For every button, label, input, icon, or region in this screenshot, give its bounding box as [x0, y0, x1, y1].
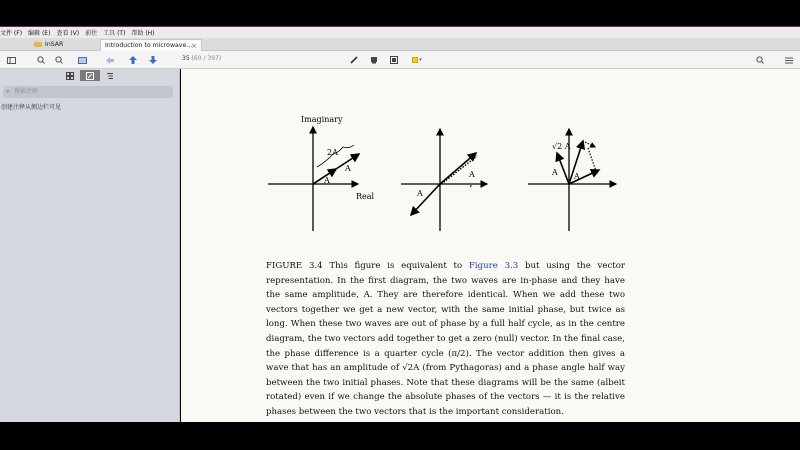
- menu-edit[interactable]: 编辑 (E): [28, 30, 51, 37]
- folder-icon: [34, 42, 42, 47]
- menu-help[interactable]: 帮助 (H): [131, 30, 155, 37]
- diagram-in-phase: [268, 115, 375, 231]
- tab-bar: [0, 38, 800, 51]
- label-a: A: [552, 168, 558, 177]
- figure-link[interactable]: Figure 3.3: [468, 261, 519, 271]
- label-2a: 2A: [327, 148, 338, 157]
- menu-icon[interactable]: [782, 54, 796, 66]
- label-a: A: [574, 172, 580, 181]
- diagram-out-of-phase: [401, 129, 487, 231]
- label-a: A: [345, 164, 351, 173]
- mouse-cursor: [470, 182, 472, 188]
- fit-width-icon[interactable]: [75, 54, 89, 66]
- stamp-icon[interactable]: [367, 54, 381, 66]
- zoom-out-icon[interactable]: [34, 54, 48, 66]
- label-a: A: [417, 189, 423, 198]
- sidebar-tabs: [60, 70, 120, 82]
- caption-text-start: FIGURE 3.4 This figure is equivalent to: [266, 261, 469, 271]
- label-real: Real: [356, 192, 375, 201]
- window-bottom-strip: [0, 422, 800, 450]
- window-top-strip: [0, 0, 800, 27]
- search-icon: ⌕: [6, 88, 10, 95]
- figure-caption: [266, 259, 625, 420]
- thumbnails-tab-icon[interactable]: [60, 70, 80, 81]
- tab-document[interactable]: [100, 39, 202, 51]
- diagram-quarter-cycle: [528, 129, 616, 231]
- previous-page-icon[interactable]: [126, 54, 140, 66]
- highlight-color-icon[interactable]: [407, 54, 427, 66]
- dotted-segment: [585, 142, 595, 147]
- annotations-tab-icon[interactable]: [80, 70, 100, 81]
- tab-insar[interactable]: [30, 39, 96, 51]
- page-number: 35: [182, 55, 190, 62]
- sidebar: [0, 69, 180, 422]
- caption-text-body: but using the vector representation. In the first diagram, the two waves are in-phase and they have the same amplitude, A. They are therefore identical. When we add these two vectors together we get a new vector, with the same initial phase, but twice as long. When these two waves are out of phase by a full half cycle, as in the centre diagram, the two vectors add together to get a zero (null) vector. In the final case, the phase difference is a quarter cycle (π/2). The vector addition then gives a wave that has an amplitude of √2A (from Pythagoras) and a phase angle half way between the two initial phases. Note that these diagrams will be the same (albeit rotated) even if we change the absolute phases of the vectors — it is the relative phases between the two vectors that is the important consideration.: [266, 261, 626, 417]
- label-a: A: [324, 176, 330, 185]
- vector-a-imag: [557, 153, 569, 184]
- tab-label: Introduction to microwave...: [105, 42, 193, 49]
- pen-icon[interactable]: [347, 54, 361, 66]
- phasor-diagrams: [251, 107, 621, 247]
- highlight-swatch: [412, 57, 418, 63]
- label-imaginary: Imaginary: [301, 115, 343, 124]
- menu-tools[interactable]: 工具 (T): [103, 30, 126, 37]
- vector-minus-a: [411, 184, 440, 215]
- menu-bar: [0, 27, 800, 38]
- close-icon[interactable]: ×: [191, 42, 197, 50]
- search-icon[interactable]: [753, 54, 767, 66]
- search-placeholder: 搜索注释: [14, 88, 39, 95]
- vector-a: [440, 153, 476, 184]
- label-a: A: [469, 170, 475, 179]
- toolbar: [0, 51, 800, 69]
- sidebar-hint: 创建注释从侧边栏可见: [1, 104, 62, 111]
- annotation-search-input[interactable]: [3, 86, 173, 98]
- menu-go[interactable]: 前往: [85, 30, 98, 37]
- label-sqrt2-a: √2 A: [552, 142, 571, 151]
- menu-file[interactable]: 文件 (F): [0, 30, 23, 37]
- next-page-icon[interactable]: [146, 54, 160, 66]
- outline-tab-icon[interactable]: [100, 70, 120, 81]
- menu-view[interactable]: 查看 (V): [56, 30, 80, 37]
- tab-label: InSAR: [45, 41, 64, 48]
- dotted-segment: [588, 148, 597, 174]
- chevron-down-icon: ▾: [419, 57, 422, 63]
- zoom-in-icon[interactable]: [52, 54, 66, 66]
- back-arrow-icon[interactable]: [103, 54, 117, 66]
- document-page[interactable]: [181, 69, 800, 422]
- page-detail: (60 / 397): [191, 55, 222, 62]
- note-icon[interactable]: [387, 54, 401, 66]
- page-indicator[interactable]: [182, 55, 221, 62]
- sidebar-toggle-icon[interactable]: [4, 54, 18, 66]
